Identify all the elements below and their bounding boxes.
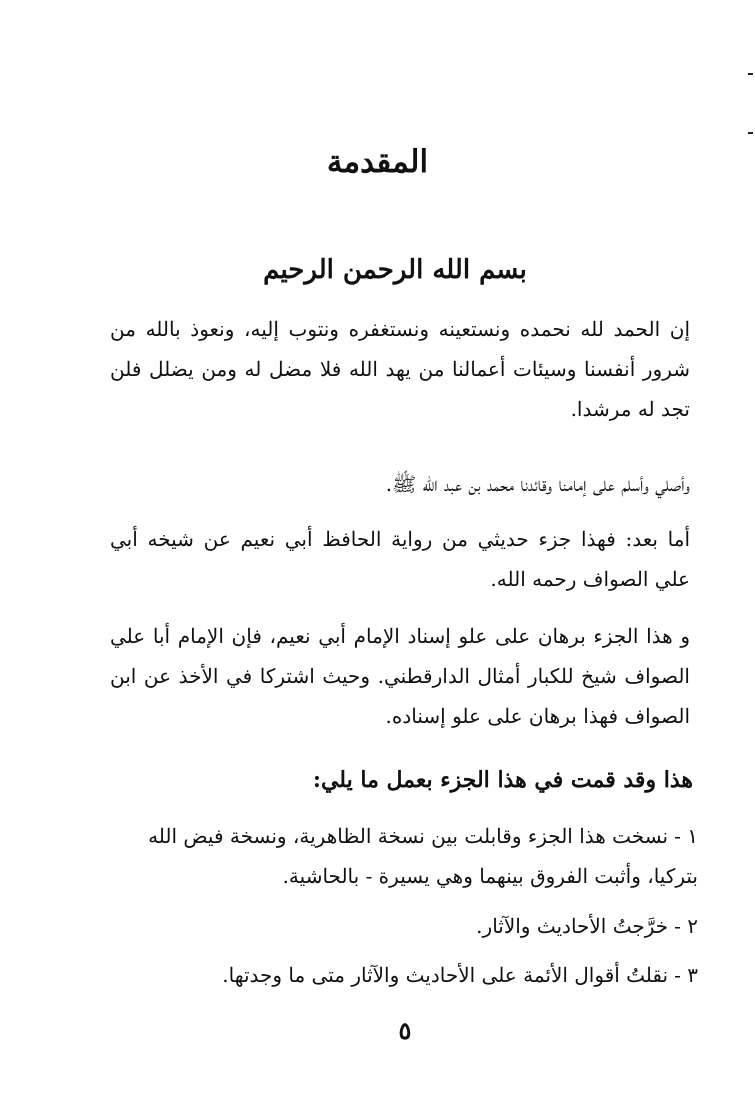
basmala-heading: بسم الله الرحمن الرحيم: [263, 255, 527, 285]
page-title: المقدمة: [326, 144, 429, 180]
scan-edge-mark: [748, 132, 753, 134]
list-item: [110, 955, 698, 995]
salutation-paragraph: وأصلي وأسلم على إمامنا وقائدنا محمد بن عبد الله ﷺ.: [385, 472, 690, 496]
isnad-paragraph: و هذا الجزء برهان على علو إسناد الإمام أبي نعيم، فإن الإمام أبا علي الصواف شيخ للكبار أمثال الدارقطني. وحيث اشتركا في الأخذ عن ابن الصواف فهذا برهان على علو إسناده.: [110, 624, 690, 728]
list-item-number: ٢ -: [674, 914, 698, 938]
intro-paragraph: أما بعد: فهذا جزء حديثي من رواية الحافظ أبي نعيم عن شيخه أبي علي الصواف رحمه الله.: [110, 527, 690, 591]
scan-edge-mark: [748, 73, 753, 75]
list-item-text: نقلتُ أقوال الأئمة على الأحاديث والآثار متى ما وجدتها.: [222, 963, 669, 987]
list-item-number: ١ -: [674, 824, 698, 848]
list-item-text: خرَّجتُ الأحاديث والآثار.: [476, 914, 669, 938]
list-item-number: ٣ -: [674, 963, 698, 987]
list-item: [110, 816, 698, 898]
list-item-text: نسخت هذا الجزء وقابلت بين نسخة الظاهرية، ونسخة فيض الله بتركيا، وأثبت الفروق بينهما وهي يسيرة - بالحاشية.: [148, 824, 698, 888]
page-number: ٥: [398, 1016, 412, 1045]
list-item: [110, 906, 698, 946]
work-list-heading: هذا وقد قمت في هذا الجزء بعمل ما يلي:: [312, 767, 693, 793]
opening-paragraph: إن الحمد لله نحمده ونستعينه ونستغفره ونتوب إليه، ونعوذ بالله من شرور أنفسنا وسيئات أعمالنا من يهد الله فلا مضل له ومن يضلل فلن تجد له مرشدا.: [110, 317, 690, 421]
